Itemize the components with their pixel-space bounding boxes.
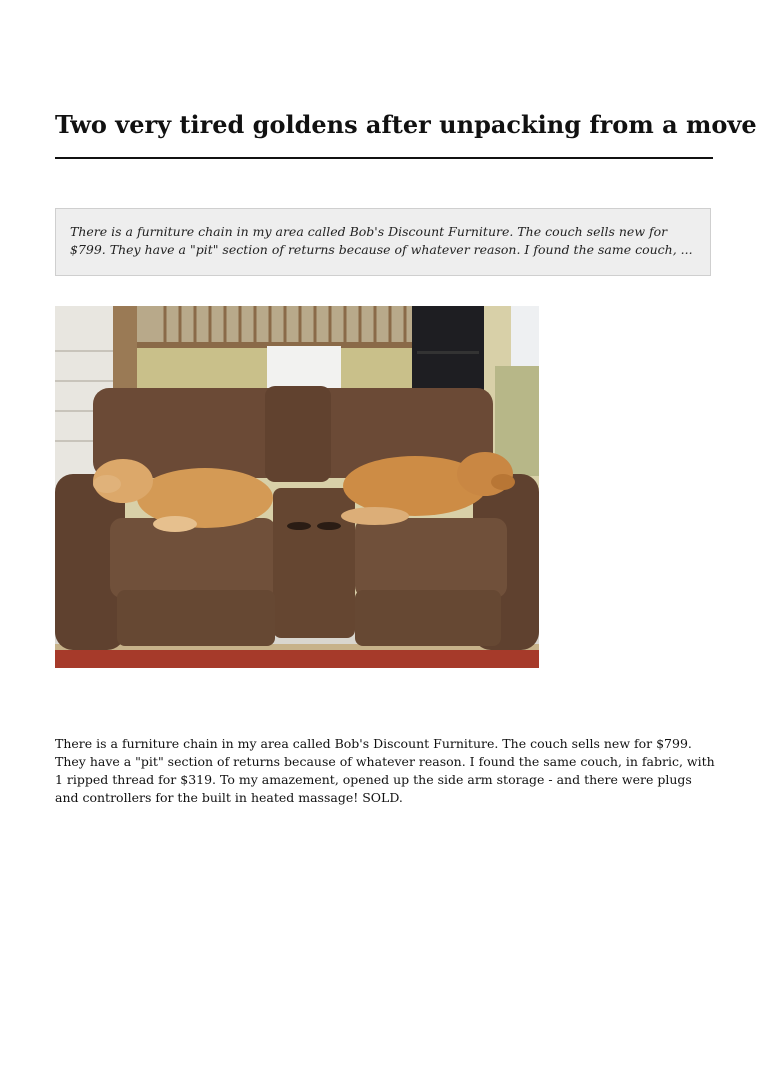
page-title: Two very tired goldens after unpacking from a move [55, 110, 757, 139]
title-divider [55, 157, 713, 159]
summary-text: There is a furniture chain in my area called Bob's Discount Furniture. The couch sells new for $799. They have a "pit" section of returns because of whatever reason. I found the same couch, ... [70, 224, 693, 257]
dogs-on-couch-photo [55, 306, 539, 668]
post-body: There is a furniture chain in my area called Bob's Discount Furniture. The couch sells new for $799. They have a "pit" section of returns because of whatever reason. I found the same couch, in fabric, with 1 ripped thread for $319. To my amazement, opened up the side arm storage - and there were plugs and controllers for the built in heated massage! SOLD. [55, 736, 715, 805]
summary-box [55, 208, 711, 276]
